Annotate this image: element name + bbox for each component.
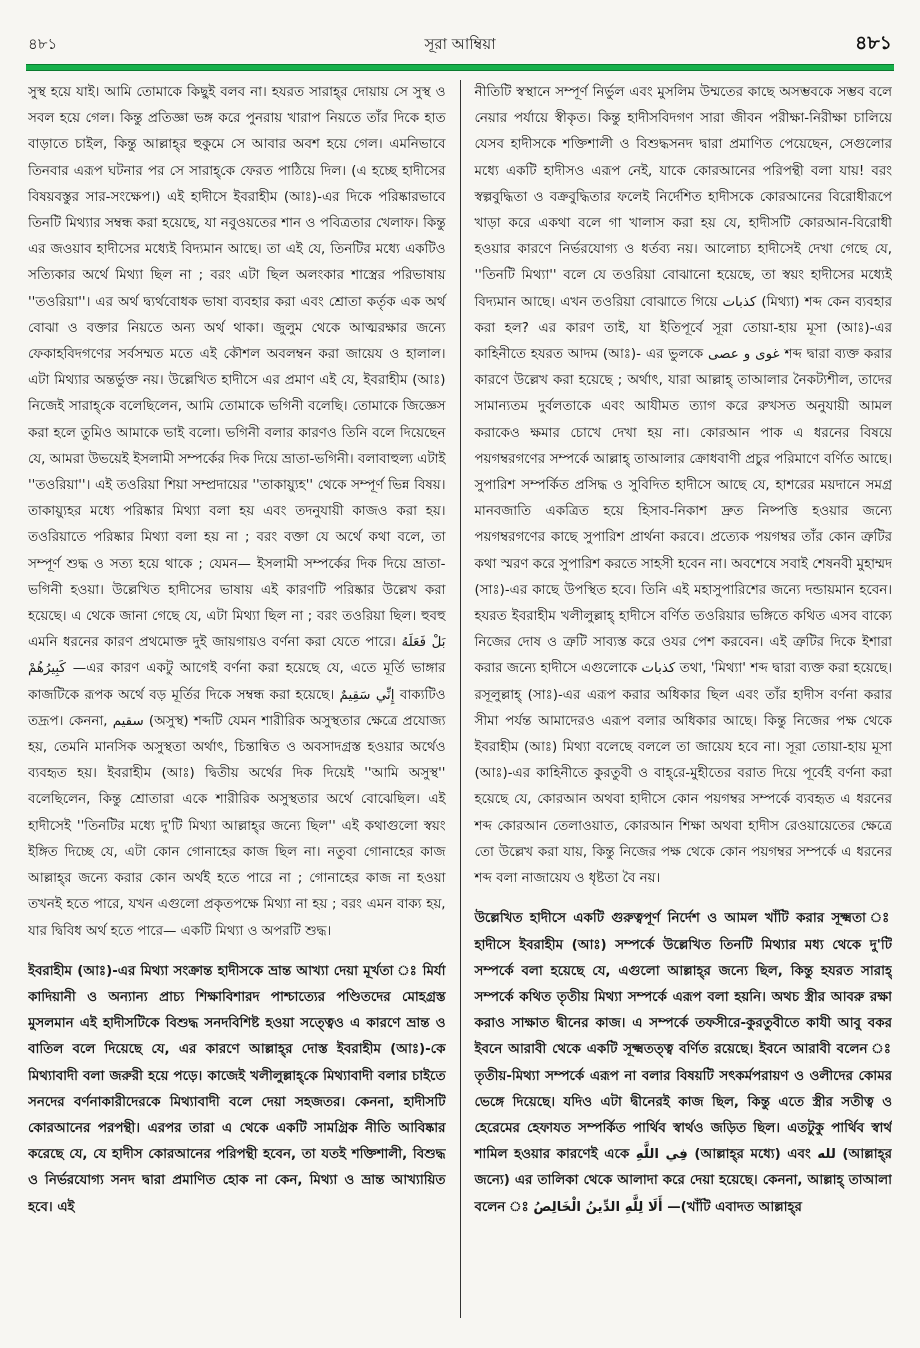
left-paragraph-2: ইবরাহীম (আঃ)-এর মিথ্যা সংক্রান্ত হাদীসকে ভ্রান্ত আখ্যা দেয়া মূর্খতা ঃ মির্যা কাদিয়ানী ও অন্যান্য প্রাচ্য শিক্ষাবিশারদ পাশ্চাত্যের পণ্ডিতদের মোহগ্রস্ত মুসলমান এই হাদীসটিকে বিশুদ্ধ সনদবিশিষ্ট হওয়া সত্ত্বেও এ কারণে ভ্রান্ত ও বাতিল বলে দিয়েছে যে, এর কারণে আল্লাহ্‌র দোস্ত ইবরাহীম (আঃ)-কে মিথ্যাবাদী বলা জরুরী হয়ে পড়ে। কাজেই খলীলুল্লাহ্‌কে মিথ্যাবাদী বলার চাইতে সনদের বর্ণনাকারীদেরকে মিথ্যাবাদী বলে দেয়া সহজতর। কেননা, হাদীসটি কোরআনের পরপন্থী। এরপর তারা এ থেকে একটি সামগ্রিক নীতি আবিষ্কার করেছে যে, যে হাদীস কোরআনের পরিপন্থী হবেন, তা যতই শক্তিশালী, বিশুদ্ধ ও নির্ভরযোগ্য সনদ দ্বারা প্রমাণিত হোক না কেন, মিথ্যা ও ভ্রান্ত আখ্যায়িত হবে। এই bbox=[28, 963, 446, 1215]
body-columns bbox=[28, 80, 892, 1318]
page-number-left: ৪৮১ bbox=[28, 34, 58, 53]
right-paragraph-1: নীতিটি স্বস্থানে সম্পূর্ণ নির্ভুল এবং মুসলিম উম্মতের কাছে অসম্ভবকে সম্ভব বলে নেয়ার পর্যায়ে স্বীকৃত। কিন্তু হাদীসবিদগণ সারা জীবন পরীক্ষা-নিরীক্ষা চালিয়ে যেসব হাদীসকে শক্তিশালী ও বিশুদ্ধসনদ দ্বারা প্রমাণিত পেয়েছেন, সেগুলোর মধ্যে একটি হাদীসও এরূপ নেই, যাকে কোরআনের পরিপন্থী বলা যায়! বরং স্বল্পবুদ্ধিতা ও বক্রবুদ্ধিতার ফলেই নির্দেশিত হাদীসকে কোরআনের বিরোধীরূপে খাড়া করে একথা বলে গা খালাস করা হয় যে, হাদীসটি কোরআন-বিরোধী হওয়ার কারণে নির্ভরযোগ্য ও ধর্তব্য নয়। আলোচ্য হাদীসেই দেখা গেছে যে, ''তিনটি মিথ্যা'' বলে যে তওরিয়া বোঝানো হয়েছে, তা স্বয়ং হাদীসের মধ্যেই বিদ্যমান আছে। এখন তওরিয়া বোঝাতে গিয়ে كذبات (মিথ্যা) শব্দ কেন ব্যবহার করা হল? এর কারণ তাই, যা ইতিপূর্বে সূরা তোয়া-হায় মূসা (আঃ)-এর কাহিনীতে হযরত আদম (আঃ)- এর ভুলকে غوى و عصى শব্দ দ্বারা ব্যক্ত করার কারণে উল্লেখ করা হয়েছে ; অর্থাৎ, যারা আল্লাহ্ তাআলার নৈকট্যশীল, তাদের সামান্যতম দুর্বলতাকে এবং আযীমত ত্যাগ করে রুখসত অনুযায়ী আমল করাকেও ক্ষমার চোখে দেখা হয় না। কোরআন পাক এ ধরনের বিষয়ে পয়গম্বরগণের সম্পর্কে আল্লাহ্ তাআলার ক্রোধবাণী প্রচুর পরিমাণে বর্ণিত আছে। সুপারিশ সম্পর্কিত প্রসিদ্ধ ও সুবিদিত হাদীসে আছে যে, হাশরের ময়দানে সমগ্র মানবজাতি একত্রিত হয়ে হিসাব-নিকাশ দ্রুত নিষ্পত্তি হওয়ার জন্যে পয়গম্বরগণের কাছে সুপারিশ প্রার্থনা করবে। প্রত্যেক পয়গম্বর তাঁর কোন ত্রুটির কথা স্মরণ করে সুপারিশ করতে সাহসী হবেন না। অবশেষে সবাই শেষনবী মুহাম্মদ (সাঃ)-এর কাছে উপস্থিত হবে। তিনি এই মহাসুপারিশের জন্যে দন্ডায়মান হবেন। হযরত ইবরাহীম খলীলুল্লাহ্ হাদীসে বর্ণিত তওরিয়ার ভঙ্গিতে কথিত এসব বাক্যে নিজের দোষ ও ত্রুটি সাব্যস্ত করে ওযর পেশ করবেন। এই ত্রুটির দিকে ইশারা করার জন্যে হাদীসে এগুলোকে كذبات তথা, 'মিথ্যা' শব্দ দ্বারা ব্যক্ত করা হয়েছে। রসূলুল্লাহ্ (সাঃ)-এর এরূপ করার অধিকার ছিল এবং তাঁর হাদীস বর্ণনা করার সীমা পর্যন্ত আমাদেরও এরূপ বলার অধিকার আছে। কিন্তু নিজের পক্ষ থেকে ইবরাহীম (আঃ) মিথ্যা বলেছে বললে তা জায়েয হবে না। সূরা তোয়া-হায় মূসা (আঃ)-এর কাহিনীতে কুরতুবী ও বাহ্‌রে-মুহীতের বরাত দিয়ে পূর্বেই বর্ণনা করা হয়েছে যে, কোরআন অথবা হাদীসে কোন পয়গম্বর সম্পর্কে ব্যবহৃত এ ধরনের শব্দ কোরআন তেলাওয়াত, কোরআন শিক্ষা অথবা হাদীস রেওয়ায়েতের ক্ষেত্রে তো উল্লেখ করা যায়, কিন্তু নিজের পক্ষ থেকে কোন পয়গম্বর সম্পর্কে এ ধরনের শব্দ বলা নাজায়েয ও ধৃষ্টতা বৈ নয়। bbox=[474, 85, 892, 887]
left-paragraph-1: সুস্থ হয়ে যাই। আমি তোমাকে কিছুই বলব না। হযরত সারাহ্‌র দোয়ায় সে সুস্থ ও সবল হয়ে গেল। কিন্তু প্রতিজ্ঞা ভঙ্গ করে পুনরায় খারাপ নিয়তে তাঁর দিকে হাত বাড়াতে চাইল, কিন্তু আল্লাহ্‌র হুকুমে সে আবার অবশ হয়ে গেল। এমনিভাবে তিনবার এরূপ ঘটনার পর সে সারাহ্‌কে ফেরত পাঠিয়ে দিল। (এ হচ্ছে হাদীসের বিষয়বস্তুর সার-সংক্ষেপ।) এই হাদীসে ইবরাহীম (আঃ)-এর দিকে পরিষ্কারভাবে তিনটি মিথ্যার সম্বন্ধ করা হয়েছে, যা নবুওয়তের শান ও পবিত্রতার খেলাফ। কিন্তু এর জওয়াব হাদীসের মধ্যেই বিদ্যমান আছে। তা এই যে, তিনটির মধ্যে একটিও সত্যিকার অর্থে মিথ্যা ছিল না ; বরং এটা ছিল অলংকার শাস্ত্রের পরিভাষায় ''তওরিয়া''। এর অর্থ দ্ব্যর্থবোধক ভাষা ব্যবহার করা এবং শ্রোতা কর্তৃক এক অর্থ বোঝা ও বক্তার নিয়তে অন্য অর্থ থাকা। জুলুম থেকে আত্মরক্ষার জন্যে ফেকাহবিদগণের সর্বসম্মত মতে এই কৌশল অবলম্বন করা জায়েয ও হালাল। এটা মিথ্যার অন্তর্ভুক্ত নয়। উল্লেখিত হাদীসে এর প্রমাণ এই যে, ইবরাহীম (আঃ) নিজেই সারাহ্‌কে বলেছিলেন, আমি তোমাকে ভগিনী বলেছি। তোমাকে জিজ্ঞেস করা হলে তুমিও আমাকে ভাই বলো। ভগিনী বলার কারণও তিনি বলে দিয়েছেন যে, আমরা উভয়েই ইসলামী সম্পর্কের দিক দিয়ে ভ্রাতা-ভগিনী। বলাবাহুল্য এটাই ''তওরিয়া''। এই তওরিয়া শিয়া সম্প্রদায়ের ''তাকায়্যুহ'' থেকে সম্পূর্ণ ভিন্ন বিষয়। তাকায়্যুহর মধ্যে পরিষ্কার মিথ্যা বলা হয় এবং তদনুযায়ী কাজও করা হয়। তওরিয়াতে পরিষ্কার মিথ্যা বলা হয় না ; বরং বক্তা যে অর্থে কথা বলে, তা সম্পূর্ণ শুদ্ধ ও সত্য হয়ে থাকে ; যেমন— ইসলামী সম্পর্কের দিক দিয়ে ভ্রাতা-ভগিনী হওয়া। উল্লেখিত হাদীসের ভাষায় এই কারণটি পরিষ্কার উল্লেখ করা হয়েছে। এ থেকে জানা গেছে যে, এটা মিথ্যা ছিল না ; বরং তওরিয়া ছিল। হুবহু এমনি ধরনের কারণ প্রথমোক্ত দুই জায়গায়ও বর্ণনা করা যেতে পারে। بَلْ فَعَلَهُ كَبِيرُهُمْ —এর কারণ একটু আগেই বর্ণনা করা হয়েছে যে, এতে মূর্তি ভাঙ্গার কাজটিকে রূপক অর্থে বড় মূর্তির দিকে সম্বন্ধ করা হয়েছে। إِنِّي سَقِيمٌ বাক্যটিও তদ্রূপ। কেননা, سقيم (অসুস্থ) শব্দটি যেমন শারীরিক অসুস্থতার ক্ষেত্রে প্রযোজ্য হয়, তেমনি মানসিক অসুস্থতা অর্থাৎ, চিন্তান্বিত ও অবসাদগ্রস্ত হওয়ার অর্থেও ব্যবহৃত হয়। ইবরাহীম (আঃ) দ্বিতীয় অর্থের দিক দিয়েই ''আমি অসুস্থ'' বলেছিলেন, কিন্তু শ্রোতারা একে শারীরিক অসুস্থতার অর্থে বোঝেছিল। এই হাদীসেই ''তিনটির মধ্যে দু'টি মিথ্যা আল্লাহ্‌র জন্যে ছিল'' এই কথাগুলো স্বয়ং ইঙ্গিত দিচ্ছে যে, এটা কোন গোনাহের কাজ ছিল না। নতুবা গোনাহের কাজ আল্লাহ্‌র জন্যে করার কোন অর্থই হতে পারে না ; গোনাহের কাজ না হওয়া তখনই হতে পারে, যখন এগুলো প্রকৃতপক্ষে মিথ্যা না হয় ; বরং এমন বাক্য হয়, যার দ্বিবিধ অর্থ হতে পারে— একটি মিথ্যা ও অপরটি শুদ্ধ। bbox=[28, 85, 446, 939]
page-number-right: ৪৮১ bbox=[855, 32, 892, 54]
right-column bbox=[460, 80, 893, 1318]
page-header bbox=[28, 30, 892, 60]
right-paragraph-2: উল্লেখিত হাদীসে একটি গুরুত্বপূর্ণ নির্দেশ ও আমল খাঁটি করার সূক্ষ্মতা ঃ হাদীসে ইবরাহীম (আঃ) সম্পর্কে উল্লেখিত তিনটি মিথ্যার মধ্য থেকে দু'টি সম্পর্কে বলা হয়েছে যে, এগুলো আল্লাহ্‌র জন্যে ছিল, কিন্তু হযরত সারাহ্ সম্পর্কে কথিত তৃতীয় মিথ্যা সম্পর্কে এরূপ বলা হয়নি। অথচ স্ত্রীর আবরু রক্ষা করাও সাক্ষাত দ্বীনের কাজ। এ সম্পর্কে তফসীরে-কুরতুবীতে কাযী আবু বকর ইবনে আরাবী থেকে একটি সূক্ষ্মতত্ত্ব বর্ণিত রয়েছে। ইবনে আরাবী বলেন ঃ তৃতীয়-মিথ্যা সম্পর্কে এরূপ না বলার বিষয়টি সৎকর্মপরায়ণ ও ওলীদের কোমর ভেঙ্গে দিয়েছে। যদিও এটা দ্বীনেরই কাজ ছিল, কিন্তু এতে স্ত্রীর সতীত্ব ও হেরেমের হেফাযত সম্পর্কিত পার্থিব স্বার্থও জড়িত ছিল। এতটুকু পার্থিব স্বার্থ শামিল হওয়ার কারণেই একে فِي اللَّهِ (আল্লাহ্‌র মধ্যে) এবং لله (আল্লাহ্‌র জন্যে) এর তালিকা থেকে আলাদা করে দেয়া হয়েছে। কেননা, আল্লাহ্ তাআলা বলেন ঃ أَلَا لِلَّهِ الدِّينُ الْخَالِصُ —(খাঁটি এবাদত আল্লাহ্‌র bbox=[474, 911, 892, 1215]
running-title: সূরা আম্বিয়া bbox=[424, 34, 496, 53]
left-column bbox=[28, 80, 460, 1318]
header-rule bbox=[26, 64, 894, 71]
